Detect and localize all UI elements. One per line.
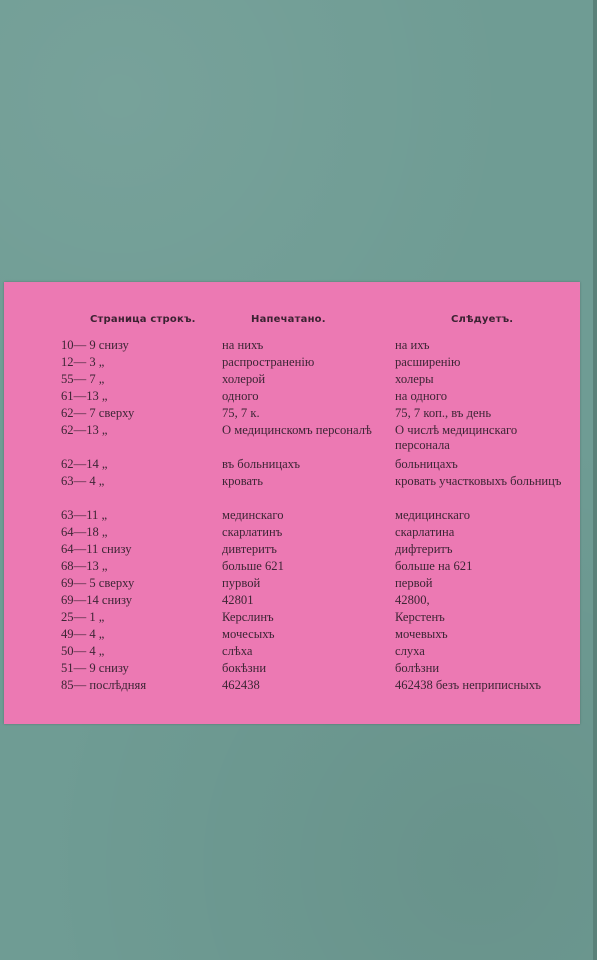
location-cell: 64—18 „ — [61, 525, 108, 539]
printed-cell: мочесыхъ — [222, 627, 275, 641]
correct-cell: болѣзни — [395, 661, 440, 675]
header-page-lines: Страница строкъ. — [90, 314, 196, 325]
location-cell: 50— 4 „ — [61, 644, 105, 658]
printed-cell: слѣха — [222, 644, 253, 658]
printed-cell: на нихъ — [222, 338, 264, 352]
printed-cell: мединскаго — [222, 508, 284, 522]
correct-cell: больницахъ — [395, 457, 458, 471]
printed-cell: О медицинскомъ персоналѣ — [222, 423, 372, 437]
table-row — [4, 661, 580, 678]
location-cell: 69—14 снизу — [61, 593, 133, 607]
printed-cell: скарлатинъ — [222, 525, 283, 539]
correct-cell: медицинскаго — [395, 508, 471, 522]
printed-cell: 42801 — [222, 593, 254, 607]
printed-cell: больше 621 — [222, 559, 284, 573]
header-should-be: Слѣдуетъ. — [451, 314, 514, 325]
location-cell: 64—11 снизу — [61, 542, 132, 556]
printed-cell: холерой — [222, 372, 266, 386]
table-row — [4, 389, 580, 406]
printed-cell: дивтеритъ — [222, 542, 277, 556]
printed-cell: 75, 7 к. — [222, 406, 260, 420]
correct-cell: скарлатина — [395, 525, 455, 539]
correct-cell: 75, 7 коп., въ день — [395, 406, 492, 420]
location-cell: 63—11 „ — [61, 508, 108, 522]
correct-cell: дифтеритъ — [395, 542, 453, 556]
correct-cell: 462438 безъ неприписныхъ — [395, 678, 542, 692]
location-cell: 51— 9 снизу — [61, 661, 129, 675]
header-printed: Напечатано. — [251, 314, 326, 325]
table-row — [4, 474, 580, 508]
table-row — [4, 457, 580, 474]
correct-cell: мочевыхъ — [395, 627, 448, 641]
location-cell: 62—13 „ — [61, 423, 108, 437]
table-row — [4, 593, 580, 610]
location-cell: 63— 4 „ — [61, 474, 105, 488]
table-row — [4, 406, 580, 423]
table-row — [4, 525, 580, 542]
printed-cell: бокѣзни — [222, 661, 267, 675]
cover-edge — [593, 0, 597, 960]
table-row — [4, 423, 580, 457]
correct-cell: Керстенъ — [395, 610, 445, 624]
correct-cell: больше на 621 — [395, 559, 473, 573]
printed-cell: пурвой — [222, 576, 261, 590]
table-row — [4, 627, 580, 644]
location-cell: 12— 3 „ — [61, 355, 105, 369]
location-cell: 85— послѣдняя — [61, 678, 147, 692]
location-cell: 61—13 „ — [61, 389, 108, 403]
table-row — [4, 542, 580, 559]
correct-cell: на одного — [395, 389, 448, 403]
correct-cell: О числѣ медицинскаго персонала — [395, 423, 518, 452]
location-cell: 62—14 „ — [61, 457, 108, 471]
printed-cell: кровать — [222, 474, 264, 488]
location-cell: 55— 7 „ — [61, 372, 105, 386]
correct-cell: слуха — [395, 644, 425, 658]
location-cell: 62— 7 сверху — [61, 406, 135, 420]
table-row — [4, 372, 580, 389]
correct-cell: первой — [395, 576, 433, 590]
table-row — [4, 644, 580, 661]
location-cell: 25— 1 „ — [61, 610, 105, 624]
table-row — [4, 559, 580, 576]
location-cell: 10— 9 снизу — [61, 338, 129, 352]
table-row — [4, 610, 580, 627]
correct-cell: кровать участковыхъ больницъ — [395, 474, 562, 488]
table-row — [4, 338, 580, 355]
table-row — [4, 508, 580, 525]
correct-cell: 42800, — [395, 593, 430, 607]
location-cell: 68—13 „ — [61, 559, 108, 573]
table-row — [4, 576, 580, 593]
location-cell: 69— 5 сверху — [61, 576, 135, 590]
printed-cell: распространенію — [222, 355, 315, 369]
table-row — [4, 355, 580, 372]
printed-cell: въ больницахъ — [222, 457, 300, 471]
table-row — [4, 678, 580, 712]
printed-cell: одного — [222, 389, 259, 403]
errata-table — [4, 338, 580, 712]
printed-cell: 462438 — [222, 678, 260, 692]
correct-cell: на ихъ — [395, 338, 430, 352]
location-cell: 49— 4 „ — [61, 627, 105, 641]
printed-cell: Керслинъ — [222, 610, 274, 624]
errata-slip — [4, 282, 580, 724]
correct-cell: холеры — [395, 372, 434, 386]
correct-cell: расширенію — [395, 355, 461, 369]
